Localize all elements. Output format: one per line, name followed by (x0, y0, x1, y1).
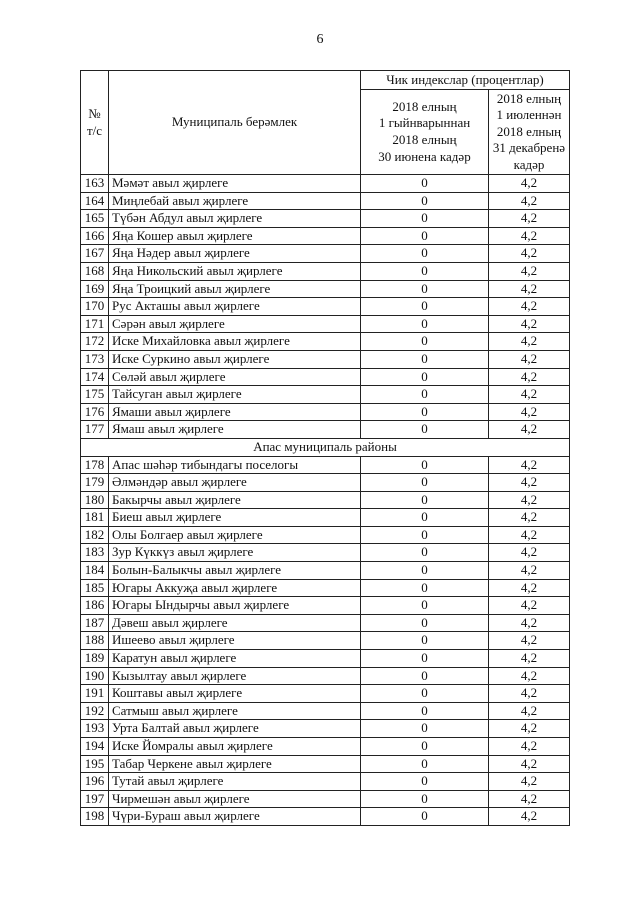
row-value-period-2: 4,2 (489, 562, 570, 580)
row-municipality: Яңа Троицкий авыл җирлеге (109, 280, 361, 298)
table-row (81, 175, 570, 193)
table-row (81, 333, 570, 351)
row-number: 166 (81, 227, 109, 245)
row-value-period-1: 0 (361, 350, 489, 368)
row-value-period-1: 0 (361, 474, 489, 492)
row-value-period-2: 4,2 (489, 491, 570, 509)
row-value-period-2: 4,2 (489, 333, 570, 351)
row-municipality: Сәрән авыл җирлеге (109, 315, 361, 333)
row-value-period-2: 4,2 (489, 597, 570, 615)
table-row (81, 350, 570, 368)
header-number-text: № т/с (86, 105, 103, 138)
row-value-period-1: 0 (361, 192, 489, 210)
row-value-period-1: 0 (361, 738, 489, 756)
row-municipality: Сөләй авыл җирлеге (109, 368, 361, 386)
row-value-period-2: 4,2 (489, 474, 570, 492)
row-municipality: Тутай авыл җирлеге (109, 773, 361, 791)
row-municipality: Ишеево авыл җирлеге (109, 632, 361, 650)
row-value-period-2: 4,2 (489, 579, 570, 597)
row-number: 175 (81, 386, 109, 404)
row-value-period-2: 4,2 (489, 456, 570, 474)
row-value-period-1: 0 (361, 403, 489, 421)
row-value-period-2: 4,2 (489, 632, 570, 650)
table-row (81, 773, 570, 791)
row-value-period-1: 0 (361, 333, 489, 351)
row-value-period-1: 0 (361, 755, 489, 773)
row-number: 186 (81, 597, 109, 615)
row-number: 179 (81, 474, 109, 492)
row-number: 169 (81, 280, 109, 298)
row-municipality: Түбән Абдул авыл җирлеге (109, 210, 361, 228)
row-municipality: Зур Күккүз авыл җирлеге (109, 544, 361, 562)
table-row (81, 562, 570, 580)
row-value-period-1: 0 (361, 773, 489, 791)
row-value-period-2: 4,2 (489, 386, 570, 404)
section-header: Апас муниципаль районы (81, 438, 570, 456)
row-number: 163 (81, 175, 109, 193)
row-number: 173 (81, 350, 109, 368)
row-municipality: Миңлебай авыл җирлеге (109, 192, 361, 210)
row-value-period-1: 0 (361, 175, 489, 193)
table-row (81, 667, 570, 685)
row-value-period-1: 0 (361, 614, 489, 632)
table-row (81, 245, 570, 263)
row-number: 164 (81, 192, 109, 210)
row-municipality: Иске Йомралы авыл җирлеге (109, 738, 361, 756)
row-municipality: Иске Суркино авыл җирлеге (109, 350, 361, 368)
row-number: 192 (81, 702, 109, 720)
row-value-period-1: 0 (361, 368, 489, 386)
row-value-period-2: 4,2 (489, 280, 570, 298)
row-value-period-2: 4,2 (489, 790, 570, 808)
row-number: 178 (81, 456, 109, 474)
row-value-period-1: 0 (361, 526, 489, 544)
row-municipality: Яңа Кошер авыл җирлеге (109, 227, 361, 245)
table-row (81, 456, 570, 474)
row-value-period-1: 0 (361, 509, 489, 527)
table-row (81, 790, 570, 808)
row-number: 183 (81, 544, 109, 562)
table-row (81, 632, 570, 650)
row-value-period-2: 4,2 (489, 667, 570, 685)
row-value-period-1: 0 (361, 210, 489, 228)
row-municipality: Табар Черкене авыл җирлеге (109, 755, 361, 773)
table-row (81, 386, 570, 404)
row-value-period-2: 4,2 (489, 738, 570, 756)
row-number: 167 (81, 245, 109, 263)
row-value-period-2: 4,2 (489, 245, 570, 263)
row-number: 176 (81, 403, 109, 421)
table-row (81, 702, 570, 720)
header-number (81, 71, 109, 175)
row-number: 182 (81, 526, 109, 544)
row-value-period-1: 0 (361, 579, 489, 597)
row-value-period-1: 0 (361, 421, 489, 439)
row-value-period-2: 4,2 (489, 685, 570, 703)
row-municipality: Әлмәндәр авыл җирлеге (109, 474, 361, 492)
row-value-period-1: 0 (361, 790, 489, 808)
row-number: 197 (81, 790, 109, 808)
row-number: 188 (81, 632, 109, 650)
row-value-period-1: 0 (361, 650, 489, 668)
row-municipality: Кызылтау авыл җирлеге (109, 667, 361, 685)
row-number: 177 (81, 421, 109, 439)
row-value-period-2: 4,2 (489, 368, 570, 386)
row-value-period-1: 0 (361, 544, 489, 562)
row-value-period-2: 4,2 (489, 227, 570, 245)
row-number: 196 (81, 773, 109, 791)
table-row (81, 544, 570, 562)
row-municipality: Каратун авыл җирлеге (109, 650, 361, 668)
row-number: 190 (81, 667, 109, 685)
row-value-period-2: 4,2 (489, 509, 570, 527)
header-municipality: Муниципаль берәмлек (109, 71, 361, 175)
row-value-period-2: 4,2 (489, 192, 570, 210)
table-row (81, 509, 570, 527)
row-municipality: Чирмешән авыл җирлеге (109, 790, 361, 808)
section-group (81, 438, 570, 456)
row-value-period-1: 0 (361, 227, 489, 245)
page-number: 6 (316, 32, 324, 47)
row-value-period-1: 0 (361, 245, 489, 263)
row-value-period-1: 0 (361, 720, 489, 738)
row-number: 165 (81, 210, 109, 228)
row-municipality: Иске Михайловка авыл җирлеге (109, 333, 361, 351)
row-value-period-1: 0 (361, 298, 489, 316)
row-value-period-2: 4,2 (489, 773, 570, 791)
row-municipality: Ямаш авыл җирлеге (109, 421, 361, 439)
row-number: 191 (81, 685, 109, 703)
table-row (81, 650, 570, 668)
row-municipality: Бакырчы авыл җирлеге (109, 491, 361, 509)
row-municipality: Биеш авыл җирлеге (109, 509, 361, 527)
row-value-period-2: 4,2 (489, 350, 570, 368)
table-row (81, 227, 570, 245)
table-row (81, 614, 570, 632)
row-number: 194 (81, 738, 109, 756)
table-row (81, 298, 570, 316)
row-municipality: Яңа Никольский авыл җирлеге (109, 262, 361, 280)
row-municipality: Сатмыш авыл җирлеге (109, 702, 361, 720)
row-value-period-1: 0 (361, 632, 489, 650)
row-number: 172 (81, 333, 109, 351)
row-value-period-2: 4,2 (489, 755, 570, 773)
row-number: 184 (81, 562, 109, 580)
row-number: 180 (81, 491, 109, 509)
table-row (81, 315, 570, 333)
row-value-period-2: 4,2 (489, 298, 570, 316)
row-municipality: Югары Ындырчы авыл җирлеге (109, 597, 361, 615)
table-row (81, 421, 570, 439)
table-header (81, 71, 570, 175)
table-body-a (81, 175, 570, 439)
row-number: 189 (81, 650, 109, 668)
row-number: 181 (81, 509, 109, 527)
row-number: 193 (81, 720, 109, 738)
row-municipality: Апас шәһәр тибындагы поселогы (109, 456, 361, 474)
row-value-period-2: 4,2 (489, 702, 570, 720)
row-value-period-1: 0 (361, 808, 489, 826)
row-value-period-1: 0 (361, 315, 489, 333)
row-number: 195 (81, 755, 109, 773)
row-municipality: Коштавы авыл җирлеге (109, 685, 361, 703)
row-number: 198 (81, 808, 109, 826)
row-value-period-1: 0 (361, 667, 489, 685)
table-row (81, 491, 570, 509)
table-row (81, 474, 570, 492)
table-row (81, 720, 570, 738)
table-row (81, 808, 570, 826)
table-row (81, 192, 570, 210)
header-period-1-text: 2018 елның 1 гыйнварыннан 2018 елның 30 июнена кадәр (378, 98, 471, 164)
row-number: 187 (81, 614, 109, 632)
row-value-period-2: 4,2 (489, 544, 570, 562)
row-value-period-1: 0 (361, 456, 489, 474)
row-value-period-1: 0 (361, 262, 489, 280)
row-value-period-2: 4,2 (489, 315, 570, 333)
row-value-period-2: 4,2 (489, 262, 570, 280)
row-value-period-1: 0 (361, 702, 489, 720)
index-table (80, 70, 570, 826)
table-row (81, 210, 570, 228)
row-value-period-2: 4,2 (489, 403, 570, 421)
row-value-period-1: 0 (361, 386, 489, 404)
table-row (81, 579, 570, 597)
row-value-period-1: 0 (361, 280, 489, 298)
row-municipality: Урта Балтай авыл җирлеге (109, 720, 361, 738)
table-row (81, 403, 570, 421)
header-period-1 (361, 90, 489, 175)
header-period-2-text: 2018 елның 1 июленнән 2018 елның 31 декабренә кадәр (492, 90, 566, 172)
table-row (81, 755, 570, 773)
header-group: Чик индекслар (процентлар) (361, 71, 570, 90)
row-value-period-2: 4,2 (489, 175, 570, 193)
row-municipality: Мәмәт авыл җирлеге (109, 175, 361, 193)
table-row (81, 597, 570, 615)
header-period-2 (489, 90, 570, 175)
row-municipality: Яңа Нәдер авыл җирлеге (109, 245, 361, 263)
table-row (81, 685, 570, 703)
table-row (81, 526, 570, 544)
row-value-period-2: 4,2 (489, 808, 570, 826)
row-value-period-2: 4,2 (489, 650, 570, 668)
row-municipality: Чүри-Бураш авыл җирлеге (109, 808, 361, 826)
row-municipality: Ямаши авыл җирлеге (109, 403, 361, 421)
row-value-period-1: 0 (361, 685, 489, 703)
row-value-period-2: 4,2 (489, 614, 570, 632)
table-row (81, 262, 570, 280)
row-value-period-2: 4,2 (489, 421, 570, 439)
row-value-period-1: 0 (361, 562, 489, 580)
table-body-b (81, 456, 570, 825)
table-row (81, 738, 570, 756)
table-row (81, 280, 570, 298)
row-value-period-1: 0 (361, 597, 489, 615)
row-value-period-2: 4,2 (489, 210, 570, 228)
row-number: 170 (81, 298, 109, 316)
row-municipality: Олы Болгаер авыл җирлеге (109, 526, 361, 544)
row-municipality: Болын-Балыкчы авыл җирлеге (109, 562, 361, 580)
row-value-period-2: 4,2 (489, 526, 570, 544)
row-value-period-2: 4,2 (489, 720, 570, 738)
row-municipality: Дәвеш авыл җирлеге (109, 614, 361, 632)
row-number: 174 (81, 368, 109, 386)
row-number: 168 (81, 262, 109, 280)
row-municipality: Тайсуган авыл җирлеге (109, 386, 361, 404)
table-row (81, 368, 570, 386)
row-value-period-1: 0 (361, 491, 489, 509)
row-municipality: Рус Акташы авыл җирлеге (109, 298, 361, 316)
row-number: 185 (81, 579, 109, 597)
row-municipality: Югары Аккуҗа авыл җирлеге (109, 579, 361, 597)
row-number: 171 (81, 315, 109, 333)
